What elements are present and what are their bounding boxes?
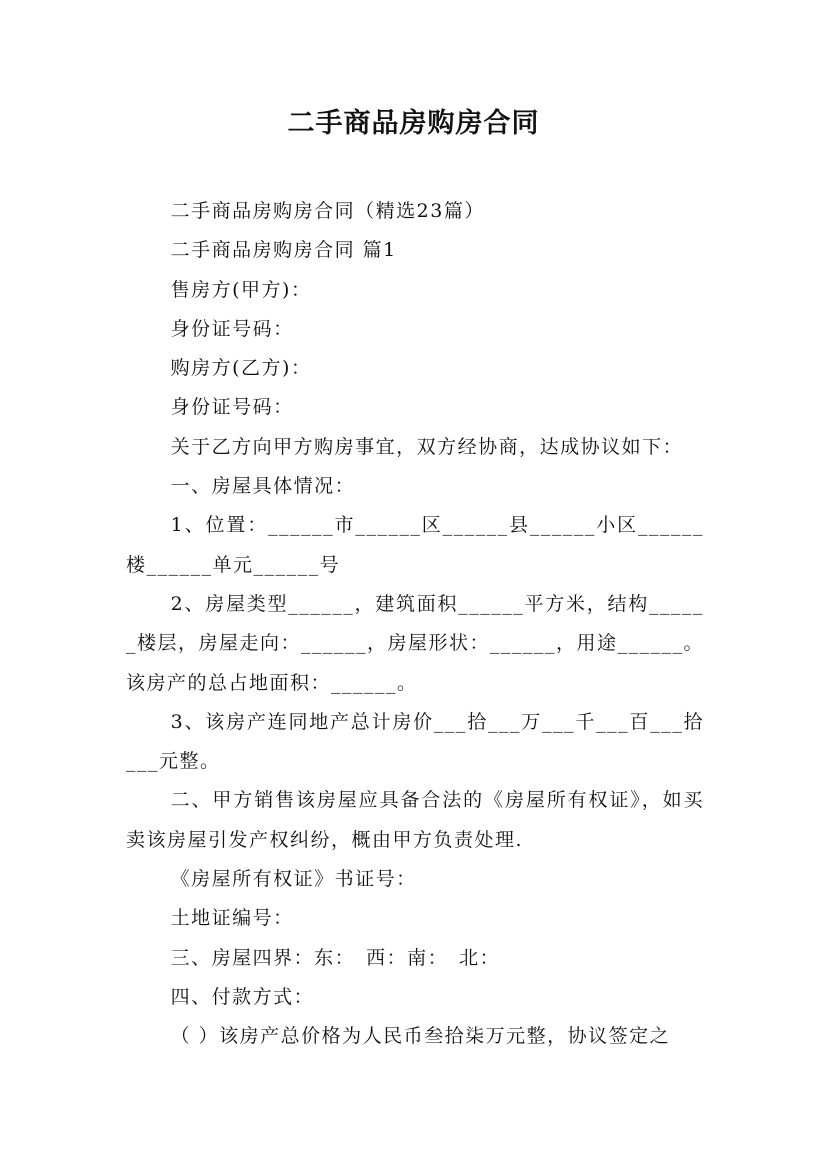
paragraph: 身份证号码： [170,396,294,419]
document-body [126,192,704,1057]
paragraph: 一、房屋具体情况： [170,475,356,498]
paragraph: 二、甲方销售该房屋应具备合法的《房屋所有权证》，如买卖该房屋引发产权纠纷，概由甲方负责处理. [126,789,704,851]
paragraph: 二手商品房购房合同 篇1 [170,239,397,262]
paragraph: （ ）该房产总价格为人民币叁拾柒万元整，协议签定之 [170,1025,671,1048]
paragraph: 土地证编号： [170,907,294,930]
paragraph: 四、付款方式： [170,985,315,1008]
paragraph: 1、位置：______市______区______县______小区______楼______单元______号 [126,514,704,576]
document-title: 二手商品房购房合同 [287,108,540,139]
paragraph: 2、房屋类型______，建筑面积______平方米，结构______楼层，房屋走向：______，房屋形状：______，用途______。该房产的总占地面积：______。 [126,592,705,694]
paragraph: 关于乙方向甲方购房事宜，双方经协商，达成协议如下： [170,435,684,458]
paragraph: 售房方(甲方)： [170,278,312,301]
paragraph: 身份证号码： [170,317,294,340]
paragraph: 《房屋所有权证》书证号： [170,868,417,891]
paragraph: 二手商品房购房合同（精选23篇） [170,200,485,222]
paragraph: 三、房屋四界：东： 西：南： 北： [170,946,501,969]
paragraph: 购房方(乙方)： [170,357,312,380]
paragraph: 3、该房产连同地产总计房价___拾___万___千___百___拾___元整。 [126,710,704,773]
